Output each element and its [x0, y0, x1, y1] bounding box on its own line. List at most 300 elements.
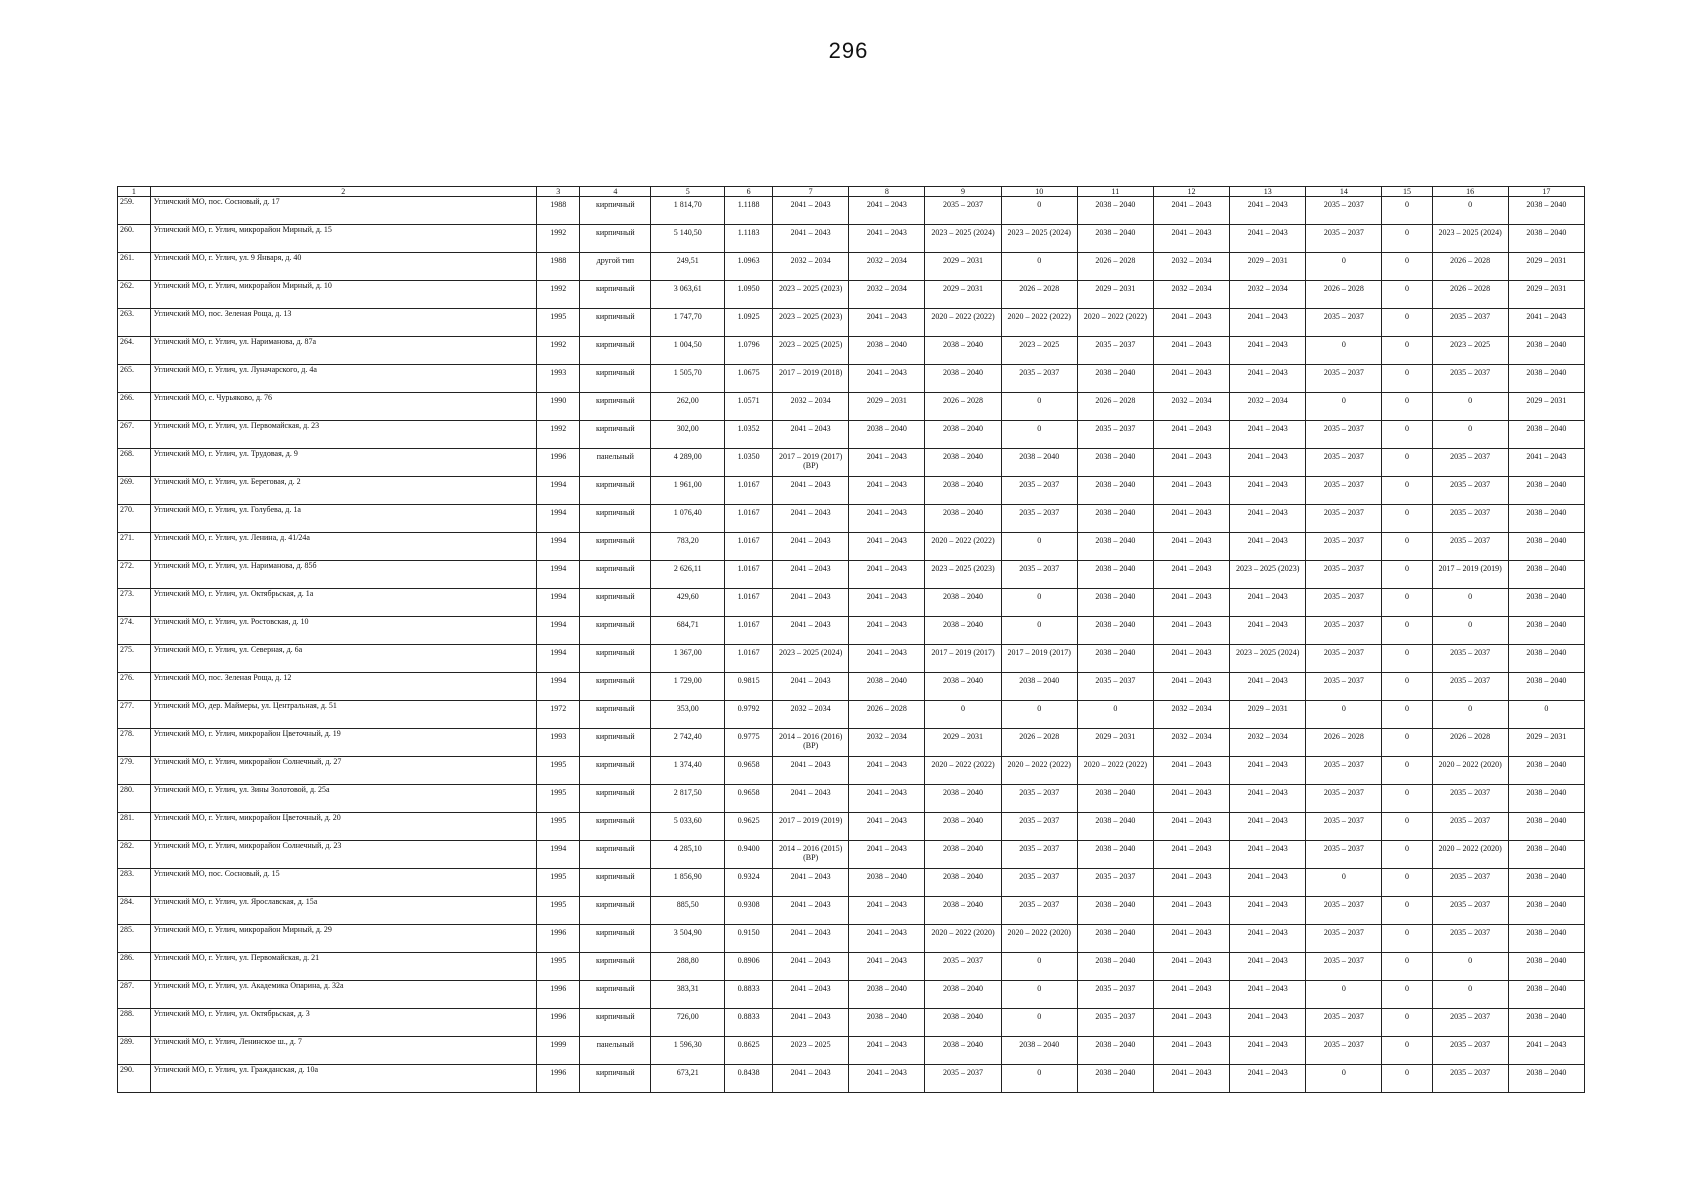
table-cell: 2038 – 2040	[925, 841, 1001, 869]
table-cell: 2032 – 2034	[1230, 281, 1306, 309]
table-cell: 0	[1382, 841, 1432, 869]
table-cell: 2035 – 2037	[1306, 421, 1382, 449]
table-cell: 0	[1001, 1065, 1077, 1093]
table-cell: 0	[1001, 617, 1077, 645]
table-cell: 2038 – 2040	[1508, 477, 1584, 505]
table-cell: 2041 – 2043	[1230, 981, 1306, 1009]
table-cell: 2035 – 2037	[925, 197, 1001, 225]
table-cell: 2041 – 2043	[773, 421, 849, 449]
table-cell: 2041 – 2043	[1153, 477, 1229, 505]
address-cell: Угличский МО, г. Углич, ул. Октябрьская, д. 3	[150, 1009, 536, 1037]
table-cell: 2041 – 2043	[1153, 673, 1229, 701]
table-cell: 1994	[536, 645, 580, 673]
table-cell: 783,20	[651, 533, 725, 561]
table-cell: 2023 – 2025 (2024)	[1230, 645, 1306, 673]
table-cell: 2035 – 2037	[1077, 1009, 1153, 1037]
table-cell: 3 504,90	[651, 925, 725, 953]
column-header: 17	[1508, 187, 1584, 197]
table-cell: 2041 – 2043	[773, 533, 849, 561]
table-cell: 2041 – 2043	[773, 505, 849, 533]
table-cell: 2014 – 2016 (2015) (ВР)	[773, 841, 849, 869]
table-cell: 2041 – 2043	[773, 953, 849, 981]
table-cell: 1.0167	[725, 645, 773, 673]
table-cell: 1995	[536, 813, 580, 841]
table-cell: 0.9324	[725, 869, 773, 897]
table-cell: 1.1183	[725, 225, 773, 253]
table-cell: 2032 – 2034	[773, 393, 849, 421]
table-cell: 2017 – 2019 (2019)	[1432, 561, 1508, 589]
table-cell: 2023 – 2025 (2025)	[773, 337, 849, 365]
table-cell: 1 596,30	[651, 1037, 725, 1065]
table-cell: 885,50	[651, 897, 725, 925]
table-cell: 2038 – 2040	[1508, 869, 1584, 897]
table-cell: 2038 – 2040	[1508, 533, 1584, 561]
table-cell: 2041 – 2043	[1153, 309, 1229, 337]
table-cell: 2032 – 2034	[849, 729, 925, 757]
table-cell: 2038 – 2040	[849, 421, 925, 449]
table-cell: 2035 – 2037	[1432, 309, 1508, 337]
address-cell: Угличский МО, г. Углич, ул. Голубева, д. 1а	[150, 505, 536, 533]
table-cell: 0	[1382, 561, 1432, 589]
row-number-cell: 287.	[118, 981, 151, 1009]
table-cell: 2041 – 2043	[1230, 953, 1306, 981]
table-cell: 2035 – 2037	[1432, 1009, 1508, 1037]
table-cell: 0	[1382, 701, 1432, 729]
table-cell: 2038 – 2040	[1508, 757, 1584, 785]
table-cell: 0	[1382, 1065, 1432, 1093]
table-cell: 1996	[536, 449, 580, 477]
table-cell: 2038 – 2040	[1001, 673, 1077, 701]
table-cell: 2029 – 2031	[849, 393, 925, 421]
table-cell: 0	[1432, 421, 1508, 449]
table-cell: 2032 – 2034	[773, 253, 849, 281]
table-cell: 2041 – 2043	[1153, 841, 1229, 869]
table-cell: кирпичный	[580, 813, 651, 841]
table-cell: 2020 – 2022 (2022)	[1077, 757, 1153, 785]
table-cell: 2035 – 2037	[1306, 365, 1382, 393]
table-cell: 2038 – 2040	[1077, 533, 1153, 561]
table-cell: 2023 – 2025 (2023)	[925, 561, 1001, 589]
table-cell: 2038 – 2040	[1077, 813, 1153, 841]
table-cell: 0	[1001, 953, 1077, 981]
table-cell: 2038 – 2040	[1077, 477, 1153, 505]
table-cell: кирпичный	[580, 561, 651, 589]
table-cell: 2038 – 2040	[1508, 953, 1584, 981]
table-row	[118, 421, 1585, 449]
table-cell: 0.8625	[725, 1037, 773, 1065]
row-number-cell: 273.	[118, 589, 151, 617]
table-cell: 0.9792	[725, 701, 773, 729]
address-cell: Угличский МО, г. Углич, ул. Береговая, д. 2	[150, 477, 536, 505]
table-cell: 5 140,50	[651, 225, 725, 253]
column-header: 7	[773, 187, 849, 197]
table-cell: 2041 – 2043	[773, 617, 849, 645]
table-row	[118, 841, 1585, 869]
table-cell: 2038 – 2040	[849, 1009, 925, 1037]
table-cell: 2035 – 2037	[1432, 477, 1508, 505]
table-cell: 2038 – 2040	[1077, 589, 1153, 617]
table-cell: 2041 – 2043	[849, 309, 925, 337]
table-cell: 0.9815	[725, 673, 773, 701]
table-cell: 2038 – 2040	[1077, 1037, 1153, 1065]
table-cell: 4 289,00	[651, 449, 725, 477]
housing-table	[117, 186, 1585, 1093]
table-cell: 2041 – 2043	[1153, 449, 1229, 477]
table-cell: 673,21	[651, 1065, 725, 1093]
table-cell: 2038 – 2040	[1077, 197, 1153, 225]
table-cell: 2038 – 2040	[925, 505, 1001, 533]
table-cell: 2026 – 2028	[925, 393, 1001, 421]
table-cell: 2035 – 2037	[1432, 449, 1508, 477]
address-cell: Угличский МО, г. Углич, ул. Ростовская, д. 10	[150, 617, 536, 645]
table-cell: 2041 – 2043	[1153, 589, 1229, 617]
table-cell: 2041 – 2043	[849, 533, 925, 561]
table-cell: 0	[1382, 449, 1432, 477]
table-cell: 2026 – 2028	[1306, 729, 1382, 757]
table-cell: 2041 – 2043	[1230, 225, 1306, 253]
table-cell: 2 817,50	[651, 785, 725, 813]
address-cell: Угличский МО, г. Углич, микрорайон Солнечный, д. 23	[150, 841, 536, 869]
table-cell: 0	[1382, 897, 1432, 925]
table-cell: кирпичный	[580, 617, 651, 645]
table-cell: 2035 – 2037	[1306, 785, 1382, 813]
table-cell: 2041 – 2043	[1230, 365, 1306, 393]
row-number-cell: 279.	[118, 757, 151, 785]
table-cell: 2026 – 2028	[1432, 729, 1508, 757]
column-header: 9	[925, 187, 1001, 197]
table-cell: 1 367,00	[651, 645, 725, 673]
table-cell: 2014 – 2016 (2016) (ВР)	[773, 729, 849, 757]
column-header: 3	[536, 187, 580, 197]
table-cell: 0	[1382, 225, 1432, 253]
table-cell: 2032 – 2034	[849, 253, 925, 281]
table-cell: 2041 – 2043	[1230, 813, 1306, 841]
table-cell: 2029 – 2031	[1508, 393, 1584, 421]
table-cell: 288,80	[651, 953, 725, 981]
table-cell: кирпичный	[580, 309, 651, 337]
table-cell: 1993	[536, 729, 580, 757]
address-cell: Угличский МО, г. Углич, ул. Северная, д. 6а	[150, 645, 536, 673]
table-cell: 2041 – 2043	[1153, 197, 1229, 225]
table-cell: 2023 – 2025 (2024)	[925, 225, 1001, 253]
table-cell: 0	[1001, 589, 1077, 617]
table-cell: 2029 – 2031	[1077, 281, 1153, 309]
table-cell: 2035 – 2037	[1001, 505, 1077, 533]
address-cell: Угличский МО, г. Углич, Ленинское ш., д. 7	[150, 1037, 536, 1065]
table-cell: кирпичный	[580, 897, 651, 925]
address-cell: Угличский МО, г. Углич, микрорайон Мирный, д. 15	[150, 225, 536, 253]
table-cell: 2035 – 2037	[1306, 197, 1382, 225]
table-cell: 1994	[536, 841, 580, 869]
table-cell: 2023 – 2025 (2023)	[773, 281, 849, 309]
table-cell: 2041 – 2043	[1230, 869, 1306, 897]
table-cell: 2041 – 2043	[1508, 1037, 1584, 1065]
table-cell: 2 626,11	[651, 561, 725, 589]
table-cell: 2041 – 2043	[849, 645, 925, 673]
table-cell: 2041 – 2043	[849, 589, 925, 617]
table-cell: 2041 – 2043	[1230, 1009, 1306, 1037]
table-cell: 1972	[536, 701, 580, 729]
table-cell: 2017 – 2019 (2017)	[1001, 645, 1077, 673]
row-number-cell: 259.	[118, 197, 151, 225]
table-row	[118, 953, 1585, 981]
table-cell: 1 814,70	[651, 197, 725, 225]
table-cell: кирпичный	[580, 841, 651, 869]
table-cell: 1995	[536, 953, 580, 981]
table-cell: 2041 – 2043	[773, 225, 849, 253]
table-cell: 0.9308	[725, 897, 773, 925]
table-cell: 2035 – 2037	[1306, 757, 1382, 785]
table-cell: 0	[1432, 393, 1508, 421]
table-cell: 2035 – 2037	[1001, 365, 1077, 393]
table-cell: 2035 – 2037	[1306, 589, 1382, 617]
table-row	[118, 813, 1585, 841]
table-cell: 0	[1382, 477, 1432, 505]
table-row	[118, 253, 1585, 281]
table-cell: кирпичный	[580, 477, 651, 505]
table-cell: 2041 – 2043	[849, 505, 925, 533]
table-cell: 2035 – 2037	[1077, 869, 1153, 897]
table-cell: 2041 – 2043	[1230, 897, 1306, 925]
table-cell: 0	[1306, 1065, 1382, 1093]
table-cell: 1.0352	[725, 421, 773, 449]
table-cell: 2038 – 2040	[1508, 561, 1584, 589]
table-cell: 1 076,40	[651, 505, 725, 533]
table-cell: 1992	[536, 337, 580, 365]
table-cell: 1.0925	[725, 309, 773, 337]
table-cell: 1 004,50	[651, 337, 725, 365]
table-cell: 2035 – 2037	[1306, 477, 1382, 505]
table-cell: 2032 – 2034	[1230, 729, 1306, 757]
column-header: 6	[725, 187, 773, 197]
table-cell: кирпичный	[580, 393, 651, 421]
table-cell: кирпичный	[580, 757, 651, 785]
table-row	[118, 617, 1585, 645]
table-row	[118, 981, 1585, 1009]
table-cell: 2020 – 2022 (2022)	[1077, 309, 1153, 337]
table-cell: 1992	[536, 225, 580, 253]
table-cell: 2041 – 2043	[1153, 981, 1229, 1009]
table-cell: 2038 – 2040	[1077, 645, 1153, 673]
table-cell: 2038 – 2040	[849, 981, 925, 1009]
table-cell: 0	[1382, 393, 1432, 421]
table-cell: 2041 – 2043	[849, 813, 925, 841]
table-cell: 4 285,10	[651, 841, 725, 869]
table-cell: панельный	[580, 449, 651, 477]
table-cell: кирпичный	[580, 421, 651, 449]
column-header: 2	[150, 187, 536, 197]
table-row	[118, 701, 1585, 729]
address-cell: Угличский МО, г. Углич, микрорайон Цветочный, д. 19	[150, 729, 536, 757]
column-header: 15	[1382, 187, 1432, 197]
table-cell: 5 033,60	[651, 813, 725, 841]
table-cell: 2029 – 2031	[1230, 701, 1306, 729]
table-cell: 2041 – 2043	[1153, 925, 1229, 953]
table-cell: кирпичный	[580, 533, 651, 561]
table-cell: 2038 – 2040	[1077, 953, 1153, 981]
row-number-cell: 286.	[118, 953, 151, 981]
table-cell: 0	[1382, 953, 1432, 981]
table-cell: 1.0167	[725, 533, 773, 561]
table-cell: 2041 – 2043	[1230, 617, 1306, 645]
table-cell: 2035 – 2037	[1001, 785, 1077, 813]
table-cell: 1995	[536, 785, 580, 813]
table-cell: 0	[1432, 589, 1508, 617]
table-cell: 1992	[536, 281, 580, 309]
table-cell: 0	[1382, 281, 1432, 309]
table-row	[118, 925, 1585, 953]
table-cell: кирпичный	[580, 1009, 651, 1037]
table-cell: 2041 – 2043	[1153, 533, 1229, 561]
table-cell: 1996	[536, 981, 580, 1009]
table-cell: 0	[1382, 589, 1432, 617]
table-cell: 2041 – 2043	[1230, 785, 1306, 813]
table-cell: 2026 – 2028	[849, 701, 925, 729]
table-cell: 1 729,00	[651, 673, 725, 701]
table-cell: 2038 – 2040	[1508, 421, 1584, 449]
table-cell: 2038 – 2040	[925, 981, 1001, 1009]
table-cell: 1.0350	[725, 449, 773, 477]
row-number-cell: 271.	[118, 533, 151, 561]
table-row	[118, 589, 1585, 617]
table-cell: 2029 – 2031	[1230, 253, 1306, 281]
table-cell: 2035 – 2037	[1306, 505, 1382, 533]
table-cell: 2041 – 2043	[1153, 785, 1229, 813]
address-cell: Угличский МО, г. Углич, ул. Луначарского, д. 4а	[150, 365, 536, 393]
table-row	[118, 393, 1585, 421]
table-cell: 1.0963	[725, 253, 773, 281]
table-cell: 2038 – 2040	[1508, 645, 1584, 673]
table-cell: 2041 – 2043	[1230, 197, 1306, 225]
row-number-cell: 269.	[118, 477, 151, 505]
address-cell: Угличский МО, с. Чурьяково, д. 76	[150, 393, 536, 421]
table-cell: 2032 – 2034	[773, 701, 849, 729]
table-cell: 2041 – 2043	[773, 561, 849, 589]
address-cell: Угличский МО, г. Углич, ул. Первомайская, д. 23	[150, 421, 536, 449]
table-cell: 2023 – 2025	[1432, 337, 1508, 365]
address-cell: Угличский МО, пос. Зеленая Роща, д. 12	[150, 673, 536, 701]
table-cell: 1 747,70	[651, 309, 725, 337]
table-cell: 2038 – 2040	[849, 869, 925, 897]
table-row	[118, 785, 1585, 813]
table-header	[118, 187, 1585, 197]
address-cell: Угличский МО, г. Углич, ул. Гражданская, д. 10а	[150, 1065, 536, 1093]
address-cell: Угличский МО, дер. Маймеры, ул. Центральная, д. 51	[150, 701, 536, 729]
table-cell: 2026 – 2028	[1077, 253, 1153, 281]
address-cell: Угличский МО, пос. Зеленая Роща, д. 13	[150, 309, 536, 337]
table-cell: 0	[1306, 337, 1382, 365]
table-cell: 0	[1306, 701, 1382, 729]
address-cell: Угличский МО, г. Углич, микрорайон Мирный, д. 10	[150, 281, 536, 309]
address-cell: Угличский МО, пос. Сосновый, д. 17	[150, 197, 536, 225]
table-cell: 2041 – 2043	[1508, 449, 1584, 477]
table-cell: 0	[1382, 785, 1432, 813]
table-cell: 2041 – 2043	[849, 365, 925, 393]
table-cell: 2038 – 2040	[1508, 981, 1584, 1009]
table-cell: 2032 – 2034	[1153, 253, 1229, 281]
table-cell: 2038 – 2040	[925, 337, 1001, 365]
table-cell: кирпичный	[580, 925, 651, 953]
table-cell: 2041 – 2043	[1153, 365, 1229, 393]
table-cell: 2032 – 2034	[1153, 281, 1229, 309]
table-cell: кирпичный	[580, 673, 651, 701]
table-cell: 2041 – 2043	[1230, 337, 1306, 365]
table-cell: 2035 – 2037	[1432, 645, 1508, 673]
table-cell: 1 374,40	[651, 757, 725, 785]
table-cell: 2041 – 2043	[1153, 225, 1229, 253]
table-cell: 1994	[536, 617, 580, 645]
table-cell: 2017 – 2019 (2018)	[773, 365, 849, 393]
table-cell: 2041 – 2043	[1153, 421, 1229, 449]
row-number-cell: 281.	[118, 813, 151, 841]
table-cell: 2041 – 2043	[773, 197, 849, 225]
table-cell: 2038 – 2040	[925, 1009, 1001, 1037]
table-cell: 2038 – 2040	[1077, 841, 1153, 869]
table-cell: 2038 – 2040	[925, 673, 1001, 701]
table-cell: 2035 – 2037	[1001, 477, 1077, 505]
table-cell: 2023 – 2025 (2023)	[773, 309, 849, 337]
table-cell: 2038 – 2040	[1508, 813, 1584, 841]
table-cell: 1 505,70	[651, 365, 725, 393]
table-cell: 2038 – 2040	[925, 813, 1001, 841]
table-cell: 0	[1508, 701, 1584, 729]
table-cell: 2038 – 2040	[1001, 449, 1077, 477]
table-cell: 2035 – 2037	[925, 1065, 1001, 1093]
table-cell: 2017 – 2019 (2019)	[773, 813, 849, 841]
table-cell: 0	[1382, 1009, 1432, 1037]
table-cell: 2038 – 2040	[1077, 617, 1153, 645]
table-cell: 2041 – 2043	[1230, 421, 1306, 449]
table-cell: 2041 – 2043	[849, 225, 925, 253]
table-cell: 2035 – 2037	[1432, 533, 1508, 561]
table-cell: 2038 – 2040	[1077, 225, 1153, 253]
table-cell: 1995	[536, 309, 580, 337]
table-cell: 0	[1382, 869, 1432, 897]
table-cell: 2038 – 2040	[1508, 197, 1584, 225]
table-cell: 2035 – 2037	[1432, 1065, 1508, 1093]
table-cell: 0	[1382, 197, 1432, 225]
row-number-cell: 278.	[118, 729, 151, 757]
table-cell: 2041 – 2043	[1230, 841, 1306, 869]
table-cell: 2035 – 2037	[1432, 673, 1508, 701]
table-cell: 2038 – 2040	[925, 449, 1001, 477]
table-cell: 2035 – 2037	[1001, 869, 1077, 897]
table-cell: 2041 – 2043	[849, 953, 925, 981]
table-cell: 2041 – 2043	[1153, 645, 1229, 673]
table-cell: 2035 – 2037	[1432, 1037, 1508, 1065]
table-cell: 2035 – 2037	[1001, 897, 1077, 925]
table-cell: 2038 – 2040	[925, 785, 1001, 813]
table-cell: 2041 – 2043	[1230, 673, 1306, 701]
table-cell: 2041 – 2043	[1230, 1037, 1306, 1065]
table-cell: 2035 – 2037	[1077, 337, 1153, 365]
column-header: 13	[1230, 187, 1306, 197]
table-cell: 2035 – 2037	[1306, 561, 1382, 589]
table-cell: 2029 – 2031	[1508, 253, 1584, 281]
table-cell: 2041 – 2043	[849, 477, 925, 505]
table-cell: 2041 – 2043	[773, 897, 849, 925]
table-cell: 0.9400	[725, 841, 773, 869]
table-cell: 2038 – 2040	[1508, 1065, 1584, 1093]
table-row	[118, 561, 1585, 589]
table-cell: 2041 – 2043	[1230, 1065, 1306, 1093]
table-cell: 2026 – 2028	[1077, 393, 1153, 421]
table-cell: 2035 – 2037	[1432, 505, 1508, 533]
table-cell: 2035 – 2037	[1306, 925, 1382, 953]
table-cell: 1.1188	[725, 197, 773, 225]
table-row	[118, 281, 1585, 309]
table-cell: 2041 – 2043	[773, 589, 849, 617]
